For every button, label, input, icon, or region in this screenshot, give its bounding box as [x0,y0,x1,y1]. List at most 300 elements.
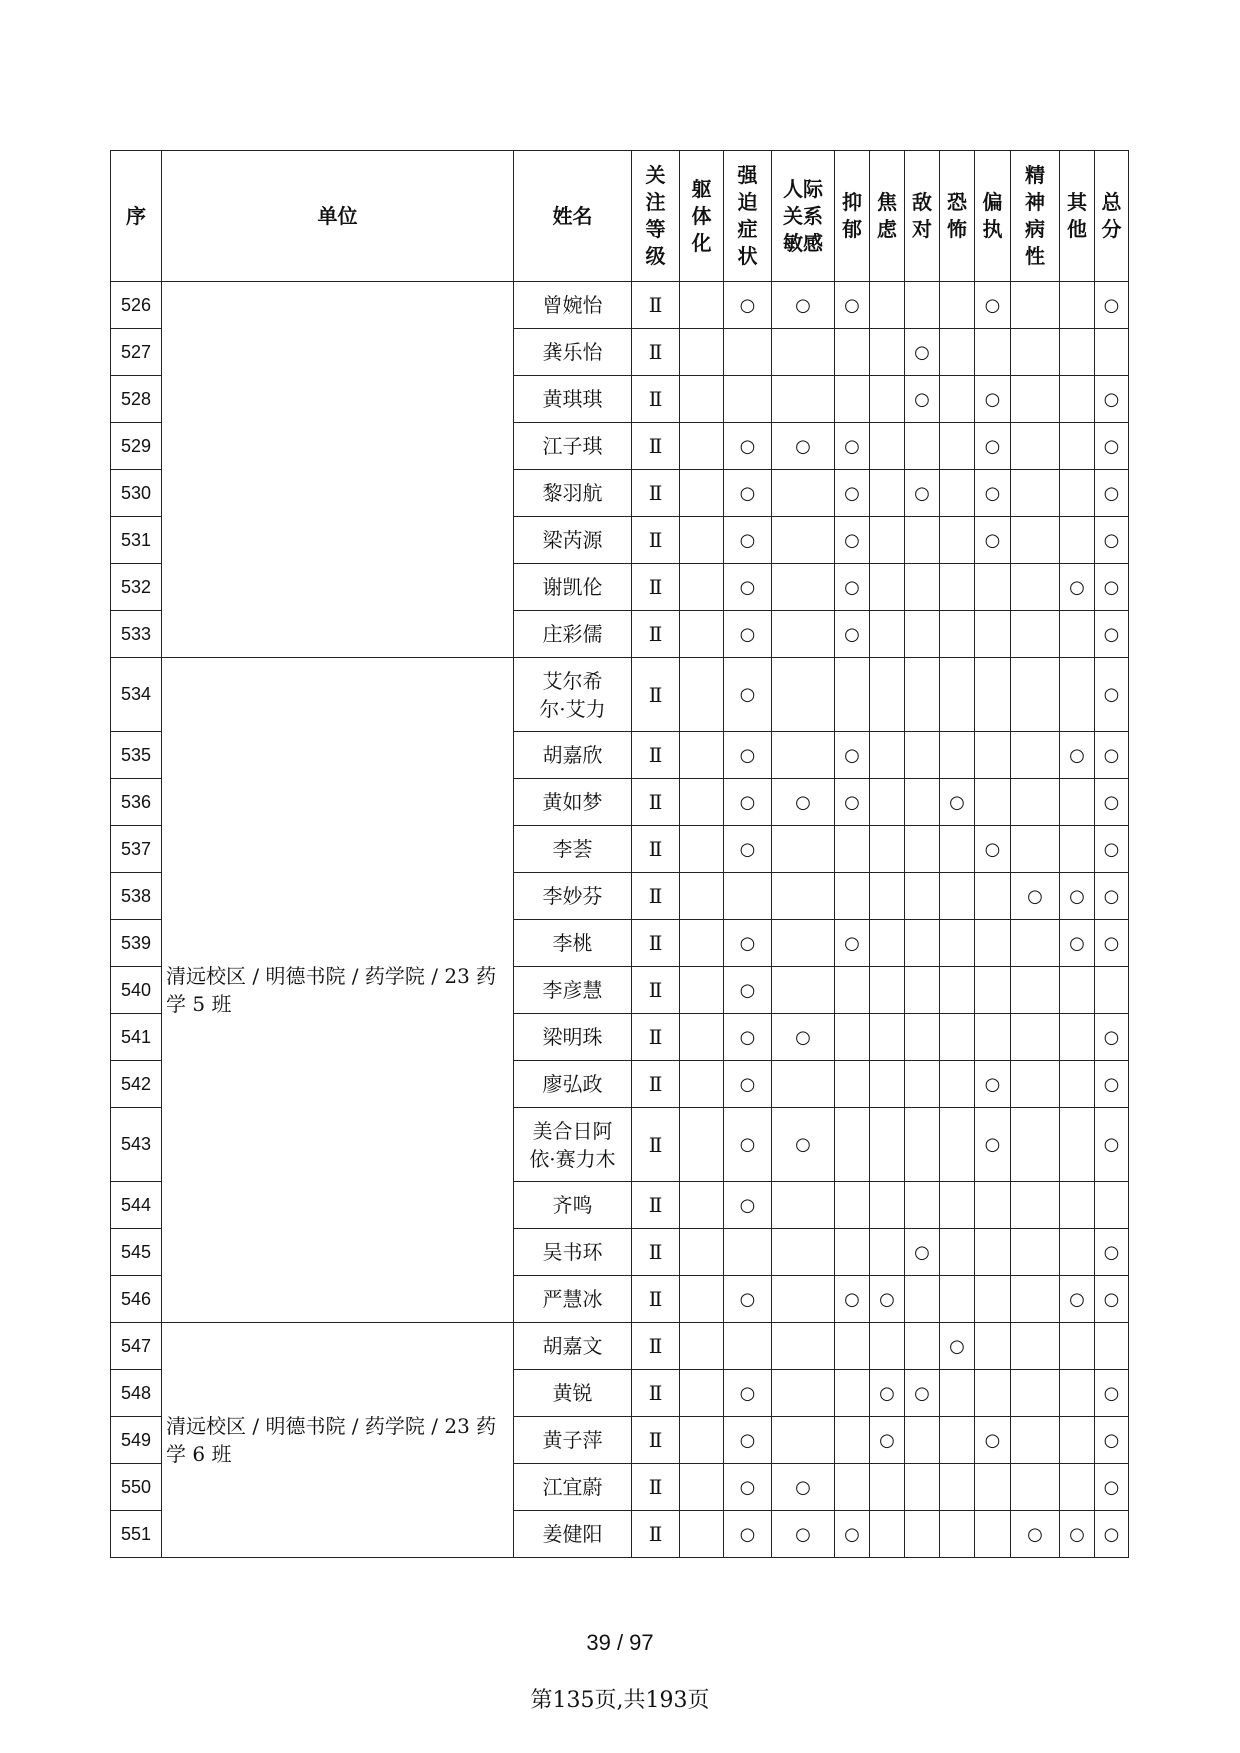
empty-cell [1011,1229,1060,1276]
flag-mark: ○ [1095,1061,1129,1108]
empty-cell [975,1464,1011,1511]
empty-cell [835,658,870,732]
student-name: 李荟 [514,826,632,873]
empty-cell [1011,611,1060,658]
row-number: 532 [111,564,162,611]
row-number: 530 [111,470,162,517]
row-number: 541 [111,1014,162,1061]
empty-cell [870,329,905,376]
flag-mark: ○ [772,1014,835,1061]
flag-mark: ○ [772,779,835,826]
empty-cell [1060,1323,1095,1370]
empty-cell [905,873,940,920]
empty-cell [905,826,940,873]
empty-cell [680,470,724,517]
empty-cell [835,1323,870,1370]
flag-mark: ○ [1060,564,1095,611]
empty-cell [680,564,724,611]
empty-cell [905,1108,940,1182]
row-number: 543 [111,1108,162,1182]
row-number: 534 [111,658,162,732]
column-header-text: 虑 [877,217,897,241]
flag-mark: ○ [835,920,870,967]
attention-level: Ⅱ [632,282,680,329]
row-number: 546 [111,1276,162,1323]
row-number: 540 [111,967,162,1014]
empty-cell [975,779,1011,826]
empty-cell [772,376,835,423]
attention-level: Ⅱ [632,779,680,826]
empty-cell [772,732,835,779]
row-number: 527 [111,329,162,376]
flag-mark: ○ [905,470,940,517]
flag-mark: ○ [1060,873,1095,920]
student-name-line: 尔·艾力 [539,696,606,721]
attention-level: Ⅱ [632,564,680,611]
empty-cell [940,826,975,873]
attention-level: Ⅱ [632,376,680,423]
empty-cell [1011,1061,1060,1108]
attention-level: Ⅱ [632,967,680,1014]
column-header-text: 怖 [947,217,967,241]
flag-mark: ○ [724,1370,772,1417]
flag-mark: ○ [724,1014,772,1061]
flag-mark: ○ [772,1464,835,1511]
attention-level: Ⅱ [632,1417,680,1464]
empty-cell [835,1417,870,1464]
student-name: 梁明珠 [514,1014,632,1061]
empty-cell [975,1014,1011,1061]
empty-cell [1060,826,1095,873]
empty-cell [835,967,870,1014]
empty-cell [680,967,724,1014]
empty-cell [940,920,975,967]
empty-cell [680,517,724,564]
table-body [111,282,1129,1558]
empty-cell [772,517,835,564]
flag-mark: ○ [1095,658,1129,732]
column-header-text: 他 [1067,217,1087,241]
flag-mark: ○ [975,282,1011,329]
column-header-text: 抑 [842,190,862,214]
empty-cell [975,1511,1011,1558]
header-row [111,151,1129,282]
column-header-text: 恐 [947,190,967,214]
attention-level: Ⅱ [632,470,680,517]
empty-cell [905,564,940,611]
empty-cell [940,1014,975,1061]
column-header-text: 躯 [691,176,712,201]
student-name-line: 艾尔希 [542,668,603,693]
flag-mark: ○ [1095,1276,1129,1323]
attention-level: Ⅱ [632,1061,680,1108]
empty-cell [835,1370,870,1417]
attention-level: Ⅱ [632,732,680,779]
empty-cell [870,282,905,329]
empty-cell [905,517,940,564]
empty-cell [1011,1014,1060,1061]
unit-cell [162,282,514,658]
student-name: 龚乐怡 [514,329,632,376]
row-number: 529 [111,423,162,470]
attention-level: Ⅱ [632,1276,680,1323]
empty-cell [680,779,724,826]
flag-mark: ○ [1095,564,1129,611]
flag-mark: ○ [1095,423,1129,470]
student-name: 曾婉怡 [514,282,632,329]
empty-cell [1011,564,1060,611]
column-header [1095,151,1129,282]
empty-cell [905,611,940,658]
flag-mark: ○ [835,732,870,779]
attention-level: Ⅱ [632,423,680,470]
flag-mark: ○ [772,1511,835,1558]
row-number: 550 [111,1464,162,1511]
empty-cell [680,1370,724,1417]
empty-cell [975,967,1011,1014]
empty-cell [870,1229,905,1276]
empty-cell [940,517,975,564]
column-header-text: 精 [1025,163,1045,187]
student-name: 庄彩儒 [514,611,632,658]
flag-mark: ○ [835,470,870,517]
empty-cell [1011,779,1060,826]
empty-cell [772,1276,835,1323]
empty-cell [940,732,975,779]
flag-mark: ○ [835,282,870,329]
empty-cell [905,779,940,826]
student-name: 江子琪 [514,423,632,470]
empty-cell [870,470,905,517]
flag-mark: ○ [975,517,1011,564]
student-name-line: 美合日阿 [532,1118,613,1143]
row-number: 549 [111,1417,162,1464]
student-name: 严慧冰 [514,1276,632,1323]
flag-mark: ○ [1095,1014,1129,1061]
flag-mark: ○ [905,376,940,423]
empty-cell [905,1182,940,1229]
flag-mark: ○ [724,967,772,1014]
empty-cell [1011,423,1060,470]
empty-cell [680,329,724,376]
empty-cell [975,1370,1011,1417]
empty-cell [905,1511,940,1558]
empty-cell [905,1061,940,1108]
empty-cell [870,779,905,826]
row-number: 551 [111,1511,162,1558]
empty-cell [975,564,1011,611]
column-header-text: 偏 [982,190,1003,214]
column-header-text: 焦 [877,190,897,214]
empty-cell [1060,1182,1095,1229]
empty-cell [835,1229,870,1276]
table-row [111,282,1129,329]
flag-mark: ○ [975,470,1011,517]
empty-cell [975,873,1011,920]
flag-mark: ○ [724,282,772,329]
flag-mark: ○ [724,826,772,873]
flag-mark: ○ [1095,517,1129,564]
empty-cell [940,1182,975,1229]
row-number: 545 [111,1229,162,1276]
column-header-text: 单位 [317,203,358,228]
column-header [835,151,870,282]
flag-mark: ○ [835,779,870,826]
empty-cell [940,873,975,920]
flag-mark: ○ [724,517,772,564]
attention-level: Ⅱ [632,517,680,564]
flag-mark: ○ [870,1370,905,1417]
flag-mark: ○ [835,1511,870,1558]
empty-cell [940,564,975,611]
row-number: 548 [111,1370,162,1417]
row-number: 531 [111,517,162,564]
flag-mark: ○ [772,282,835,329]
empty-cell [1060,470,1095,517]
empty-cell [940,282,975,329]
row-number: 535 [111,732,162,779]
empty-cell [1011,376,1060,423]
empty-cell [724,873,772,920]
column-header-text: 病 [1025,217,1045,241]
flag-mark: ○ [724,1276,772,1323]
empty-cell [1060,1370,1095,1417]
attention-level: Ⅱ [632,1229,680,1276]
attention-level: Ⅱ [632,1014,680,1061]
flag-mark: ○ [835,564,870,611]
flag-mark: ○ [905,1229,940,1276]
flag-mark: ○ [1095,1108,1129,1182]
empty-cell [1011,282,1060,329]
empty-cell [1011,470,1060,517]
empty-cell [835,873,870,920]
flag-mark: ○ [1095,1229,1129,1276]
empty-cell [870,1061,905,1108]
column-header-text: 敏感 [783,230,823,255]
row-number: 547 [111,1323,162,1370]
empty-cell [1011,826,1060,873]
empty-cell [975,329,1011,376]
empty-cell [1011,1108,1060,1182]
empty-cell [940,1061,975,1108]
empty-cell [905,658,940,732]
empty-cell [835,376,870,423]
flag-mark: ○ [724,1061,772,1108]
column-header-text: 级 [645,244,666,268]
empty-cell [905,1276,940,1323]
empty-cell [1060,282,1095,329]
column-header [975,151,1011,282]
flag-mark: ○ [1095,873,1129,920]
empty-cell [680,1061,724,1108]
flag-mark: ○ [1095,920,1129,967]
empty-cell [680,1511,724,1558]
student-name: 廖弘政 [514,1061,632,1108]
attention-level: Ⅱ [632,1323,680,1370]
empty-cell [870,1323,905,1370]
empty-cell [772,1182,835,1229]
column-header-text: 郁 [842,217,862,241]
empty-cell [680,1464,724,1511]
flag-mark: ○ [1095,611,1129,658]
flag-mark: ○ [724,920,772,967]
empty-cell [1060,423,1095,470]
column-header-text: 执 [982,217,1003,241]
empty-cell [772,1061,835,1108]
student-name: 胡嘉欣 [514,732,632,779]
flag-mark: ○ [905,1370,940,1417]
empty-cell [1011,1276,1060,1323]
attention-level: Ⅱ [632,1182,680,1229]
empty-cell [975,658,1011,732]
flag-mark: ○ [1095,282,1129,329]
attention-level: Ⅱ [632,329,680,376]
column-header [514,151,632,282]
empty-cell [680,826,724,873]
empty-cell [905,920,940,967]
student-name [514,1108,632,1182]
flag-mark: ○ [724,779,772,826]
empty-cell [772,1370,835,1417]
screening-table [110,150,1129,1558]
page-number: 39 / 97 [586,1630,654,1655]
flag-mark: ○ [975,423,1011,470]
column-header [162,151,514,282]
flag-mark: ○ [724,564,772,611]
empty-cell [680,1417,724,1464]
empty-cell [724,1323,772,1370]
flag-mark: ○ [1095,1464,1129,1511]
attention-level: Ⅱ [632,1370,680,1417]
empty-cell [940,376,975,423]
flag-mark: ○ [835,517,870,564]
flag-mark: ○ [724,1108,772,1182]
student-name: 李彦慧 [514,967,632,1014]
empty-cell [870,732,905,779]
empty-cell [680,376,724,423]
student-name: 黄锐 [514,1370,632,1417]
column-header-text: 注 [645,190,666,214]
column-header [870,151,905,282]
flag-mark: ○ [724,658,772,732]
empty-cell [905,967,940,1014]
flag-mark: ○ [1060,1276,1095,1323]
attention-level: Ⅱ [632,920,680,967]
empty-cell [835,826,870,873]
empty-cell [905,1464,940,1511]
empty-cell [1011,517,1060,564]
empty-cell [975,1182,1011,1229]
attention-level: Ⅱ [632,873,680,920]
flag-mark: ○ [940,779,975,826]
column-header-text: 关系 [783,203,823,228]
flag-mark: ○ [724,1417,772,1464]
empty-cell [905,1323,940,1370]
attention-level: Ⅱ [632,1108,680,1182]
empty-cell [1060,967,1095,1014]
empty-cell [1060,611,1095,658]
empty-cell [680,1108,724,1182]
column-header-text: 等 [645,217,666,241]
empty-cell [1060,1014,1095,1061]
empty-cell [680,1014,724,1061]
flag-mark: ○ [1095,826,1129,873]
empty-cell [724,1229,772,1276]
empty-cell [1011,967,1060,1014]
empty-cell [680,873,724,920]
attention-level: Ⅱ [632,611,680,658]
empty-cell [1060,1417,1095,1464]
column-header-text: 其 [1067,190,1087,214]
row-number: 539 [111,920,162,967]
column-header [632,151,680,282]
attention-level: Ⅱ [632,1511,680,1558]
column-header-text: 体 [691,203,712,228]
flag-mark: ○ [724,732,772,779]
flag-mark: ○ [1095,1370,1129,1417]
column-header-text: 敌 [912,190,932,214]
student-name: 黄琪琪 [514,376,632,423]
flag-mark: ○ [1060,1511,1095,1558]
empty-cell [940,470,975,517]
empty-cell [870,564,905,611]
empty-cell [940,1464,975,1511]
empty-cell [905,1014,940,1061]
empty-cell [680,1182,724,1229]
student-name: 李桃 [514,920,632,967]
flag-mark: ○ [1095,732,1129,779]
column-header-text: 分 [1101,217,1122,241]
empty-cell [680,658,724,732]
student-name-line: 依·赛力木 [529,1146,616,1171]
student-name: 黎羽航 [514,470,632,517]
flag-mark: ○ [724,1182,772,1229]
flag-mark: ○ [772,1108,835,1182]
empty-cell [1011,1464,1060,1511]
document-page-indicator: 第135页,共193页 [530,1688,710,1713]
column-header [940,151,975,282]
student-name: 胡嘉文 [514,1323,632,1370]
empty-cell [680,611,724,658]
empty-cell [870,1511,905,1558]
empty-cell [975,920,1011,967]
empty-cell [870,611,905,658]
column-header [724,151,772,282]
empty-cell [680,1276,724,1323]
empty-cell [940,658,975,732]
column-header-text: 对 [912,217,932,241]
empty-cell [870,517,905,564]
column-header-text: 神 [1025,190,1045,214]
empty-cell [1095,329,1129,376]
empty-cell [835,1182,870,1229]
empty-cell [835,1014,870,1061]
empty-cell [940,967,975,1014]
flag-mark: ○ [975,1417,1011,1464]
flag-mark: ○ [975,826,1011,873]
empty-cell [1060,1108,1095,1182]
empty-cell [870,1108,905,1182]
empty-cell [905,1417,940,1464]
empty-cell [1011,1370,1060,1417]
row-number: 544 [111,1182,162,1229]
empty-cell [772,826,835,873]
empty-cell [940,1276,975,1323]
row-number: 536 [111,779,162,826]
empty-cell [680,282,724,329]
empty-cell [772,873,835,920]
flag-mark: ○ [870,1417,905,1464]
